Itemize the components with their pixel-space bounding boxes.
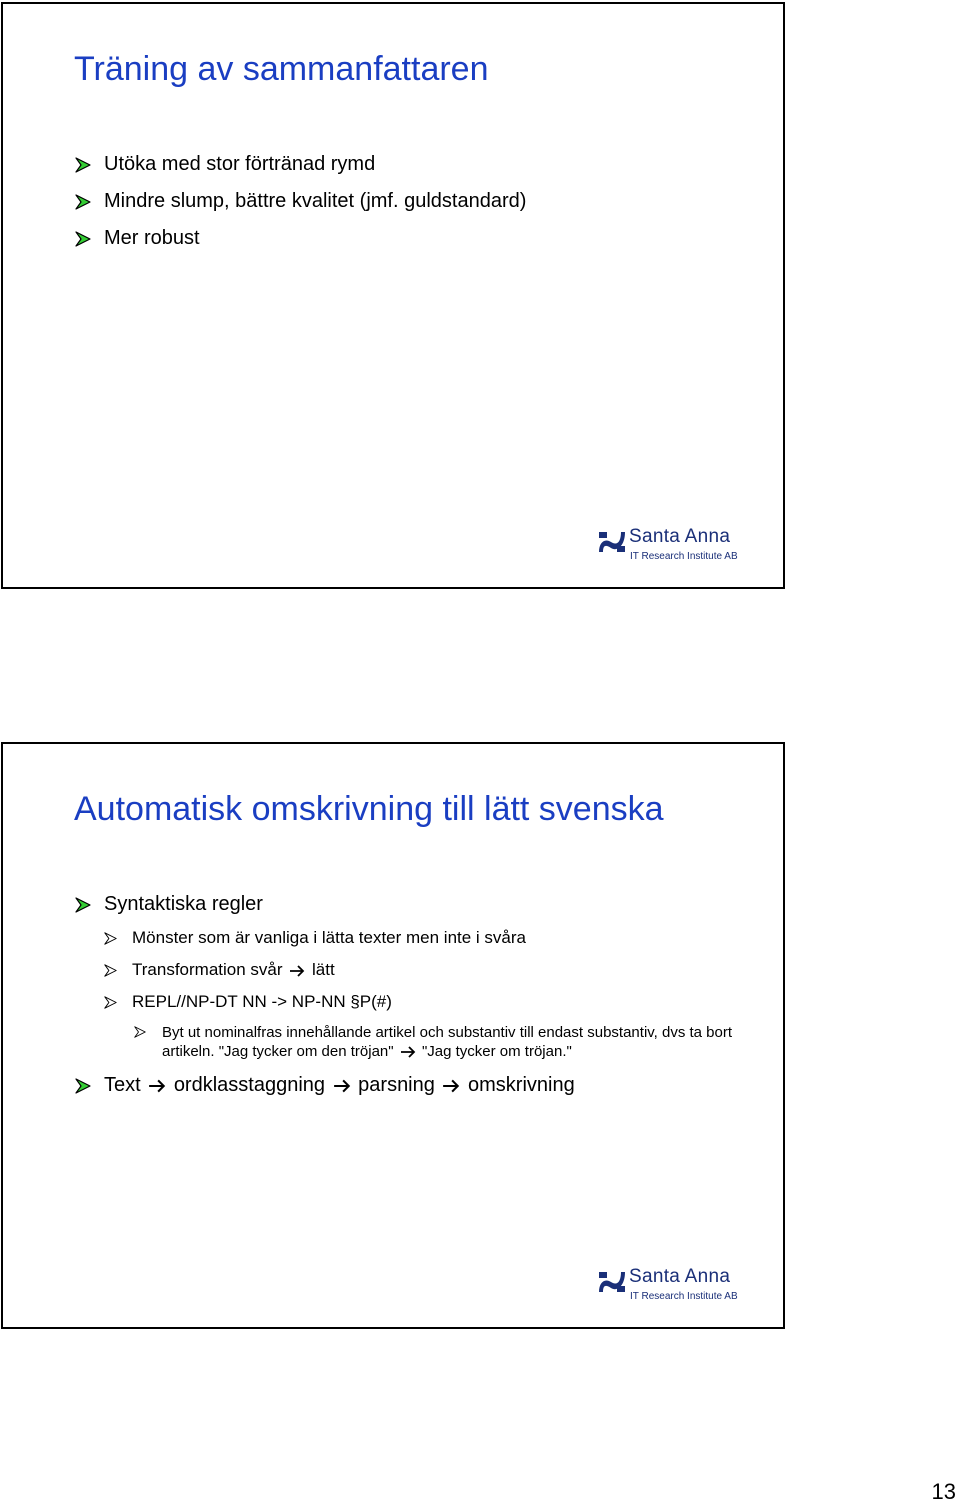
logo-name: Santa Anna (629, 1266, 731, 1287)
arrowhead-bullet-icon (104, 932, 117, 945)
page-number: 13 (931, 1479, 956, 1504)
logo-subtitle: IT Research Institute AB (630, 551, 738, 562)
list-item (75, 1023, 763, 1061)
bullet-text: Transformation svår (132, 960, 283, 979)
arrowhead-bullet-icon (75, 231, 91, 247)
arrowhead-bullet-icon (104, 964, 117, 977)
bullet-text: Mönster som är vanliga i lätta texter men inte i svåra (132, 928, 526, 947)
slide-1 (1, 2, 785, 589)
list-item (75, 189, 763, 213)
santa-anna-logo-icon (597, 528, 627, 556)
arrowhead-bullet-icon (75, 157, 91, 173)
bullet-text: "Jag tycker om tröjan." (421, 1043, 572, 1060)
bullet-text: omskrivning (468, 1074, 575, 1096)
arrowhead-bullet-icon (134, 1026, 146, 1038)
bullet-text: Text (104, 1074, 141, 1096)
logo-name: Santa Anna (629, 526, 731, 547)
right-arrow-icon (400, 1046, 416, 1058)
slide-2-bullet-list (75, 892, 763, 1110)
arrowhead-bullet-icon (75, 194, 91, 210)
santa-anna-logo-icon (597, 1268, 627, 1296)
bullet-text: REPL//NP-DT NN -> NP-NN §P(#) (132, 992, 392, 1011)
santa-anna-logo (595, 522, 767, 574)
list-item (75, 226, 763, 250)
bullet-text: Utöka med stor förtränad rymd (104, 153, 376, 175)
bullet-text: Mindre slump, bättre kvalitet (jmf. guldstandard) (104, 190, 527, 212)
slide-2-title: Automatisk omskrivning till lätt svenska (74, 790, 664, 828)
slide-2 (1, 742, 785, 1329)
arrowhead-bullet-icon (104, 996, 117, 1009)
list-item (75, 959, 763, 980)
bullet-text: Byt ut nominalfras innehållande artikel och substantiv till endast substantiv, dvs ta bort artikeln. "Jag tycker om den tröjan" (162, 1024, 733, 1060)
list-item (75, 152, 763, 176)
bullet-text: Mer robust (104, 227, 200, 249)
bullet-text: Syntaktiska regler (104, 893, 263, 915)
list-item (75, 1073, 763, 1097)
santa-anna-logo (595, 1262, 767, 1314)
arrowhead-bullet-icon (75, 1078, 91, 1094)
logo-subtitle: IT Research Institute AB (630, 1291, 738, 1302)
right-arrow-icon (333, 1079, 351, 1093)
list-item (75, 892, 763, 916)
arrowhead-bullet-icon (75, 897, 91, 913)
right-arrow-icon (289, 965, 305, 977)
bullet-text: parsning (358, 1074, 435, 1096)
slide-1-title: Träning av sammanfattaren (74, 50, 489, 88)
bullet-text: ordklasstaggning (173, 1074, 326, 1096)
list-item (75, 927, 763, 948)
bullet-text: lätt (312, 960, 335, 979)
list-item (75, 991, 763, 1012)
slide-1-bullet-list (75, 152, 763, 263)
right-arrow-icon (148, 1079, 166, 1093)
right-arrow-icon (442, 1079, 460, 1093)
